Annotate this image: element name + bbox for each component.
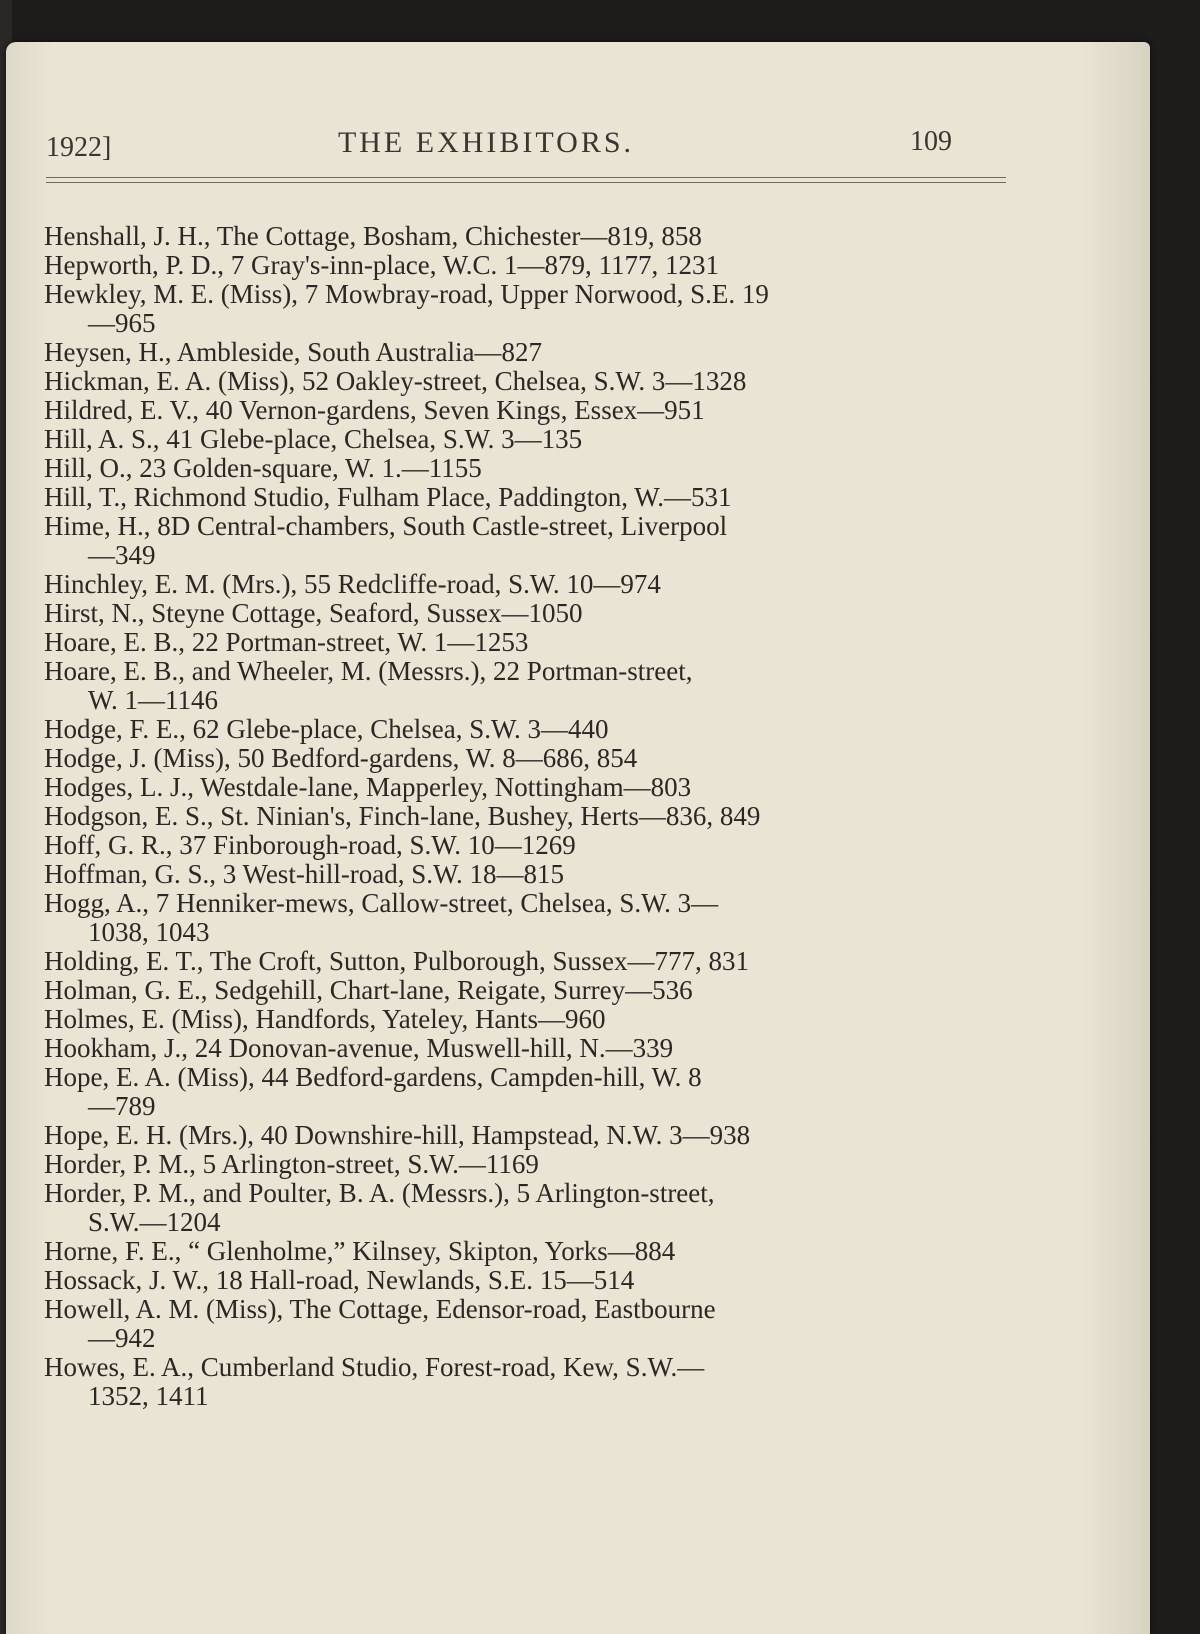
exhibitor-entry	[44, 1295, 1004, 1353]
entry-continuation-line: —942	[88, 1323, 156, 1353]
exhibitor-entry	[44, 715, 1004, 744]
entry-line: Hinchley, E. M. (Mrs.), 55 Redcliffe-road, S.W. 10—974	[44, 569, 661, 599]
entry-line: Hill, A. S., 41 Glebe-place, Chelsea, S.W. 3—135	[44, 424, 583, 454]
entry-line: Hogg, A., 7 Henniker-mews, Callow-street, Chelsea, S.W. 3—	[44, 888, 719, 918]
page-title: THE EXHIBITORS.	[337, 126, 635, 159]
entry-line: Hookham, J., 24 Donovan-avenue, Muswell-hill, N.—339	[44, 1033, 674, 1063]
exhibitor-entry	[44, 512, 1004, 570]
book-page	[6, 42, 1150, 1634]
entry-line: Hodges, L. J., Westdale-lane, Mapperley, Nottingham—803	[44, 772, 692, 802]
exhibitor-entry	[44, 744, 1004, 773]
exhibitor-entry	[44, 251, 1004, 280]
exhibitor-entry	[44, 570, 1004, 599]
exhibitor-entry	[44, 1237, 1004, 1266]
entry-line: Hepworth, P. D., 7 Gray's-inn-place, W.C. 1—879, 1177, 1231	[44, 250, 720, 280]
exhibitor-entry	[44, 396, 1004, 425]
exhibitor-entry	[44, 1005, 1004, 1034]
exhibitor-entry	[44, 425, 1004, 454]
entry-line: Hodge, F. E., 62 Glebe-place, Chelsea, S.W. 3—440	[44, 714, 609, 744]
entry-line: Hickman, E. A. (Miss), 52 Oakley-street, Chelsea, S.W. 3—1328	[44, 366, 747, 396]
entry-line: Hope, E. A. (Miss), 44 Bedford-gardens, Campden-hill, W. 8	[44, 1062, 702, 1092]
entry-line: Hoff, G. R., 37 Finborough-road, S.W. 10—1269	[44, 830, 576, 860]
entry-line: Henshall, J. H., The Cottage, Bosham, Chichester—819, 858	[44, 221, 702, 251]
exhibitor-entry	[44, 657, 1004, 715]
exhibitor-entry	[44, 773, 1004, 802]
exhibitor-entry	[44, 1034, 1004, 1063]
exhibitor-entry	[44, 1150, 1004, 1179]
exhibitor-entry	[44, 1353, 1004, 1411]
entry-line: Horne, F. E., “ Glenholme,” Kilnsey, Skipton, Yorks—884	[44, 1236, 676, 1266]
exhibitor-entry	[44, 338, 1004, 367]
entry-continuation-line: 1038, 1043	[88, 917, 210, 947]
entry-line: Hoare, E. B., and Wheeler, M. (Messrs.), 22 Portman-street,	[44, 656, 693, 686]
entry-continuation-line: —965	[88, 308, 156, 338]
header-year: 1922]	[46, 132, 112, 163]
exhibitor-entry	[44, 454, 1004, 483]
exhibitor-entry	[44, 1121, 1004, 1150]
entry-continuation-line: 1352, 1411	[88, 1381, 209, 1411]
entry-line: Heysen, H., Ambleside, South Australia—827	[44, 337, 542, 367]
entry-continuation-line: W. 1—1146	[88, 685, 219, 715]
exhibitor-entry	[44, 367, 1004, 396]
entry-line: Holding, E. T., The Croft, Sutton, Pulborough, Sussex—777, 831	[44, 946, 750, 976]
entry-line: Hildred, E. V., 40 Vernon-gardens, Seven Kings, Essex—951	[44, 395, 705, 425]
exhibitor-entry	[44, 889, 1004, 947]
exhibitor-entry	[44, 1179, 1004, 1237]
entry-line: Holmes, E. (Miss), Handfords, Yateley, Hants—960	[44, 1004, 606, 1034]
exhibitor-entry	[44, 802, 1004, 831]
entry-line: Howes, E. A., Cumberland Studio, Forest-road, Kew, S.W.—	[44, 1352, 705, 1382]
entry-continuation-line: —789	[88, 1091, 156, 1121]
entry-line: Howell, A. M. (Miss), The Cottage, Edensor-road, Eastbourne	[44, 1294, 716, 1324]
entry-line: Hoare, E. B., 22 Portman-street, W. 1—1253	[44, 627, 529, 657]
exhibitor-entry	[44, 1266, 1004, 1295]
exhibitor-entry	[44, 1063, 1004, 1121]
entry-line: Hill, O., 23 Golden-square, W. 1.—1155	[44, 453, 482, 483]
page-number: 109	[910, 126, 952, 157]
entry-line: Hodgson, E. S., St. Ninian's, Finch-lane, Bushey, Herts—836, 849	[44, 801, 761, 831]
running-header	[46, 126, 1046, 192]
exhibitor-entry	[44, 483, 1004, 512]
entry-line: Holman, G. E., Sedgehill, Chart-lane, Reigate, Surrey—536	[44, 975, 693, 1005]
entry-line: Horder, P. M., and Poulter, B. A. (Messrs.), 5 Arlington-street,	[44, 1178, 715, 1208]
exhibitor-entry	[44, 222, 1004, 251]
entry-line: Hope, E. H. (Mrs.), 40 Downshire-hill, Hampstead, N.W. 3—938	[44, 1120, 751, 1150]
entry-continuation-line: S.W.—1204	[88, 1207, 221, 1237]
header-rule	[46, 177, 1006, 183]
exhibitor-entry	[44, 831, 1004, 860]
exhibitor-entry	[44, 860, 1004, 889]
exhibitor-entry	[44, 599, 1004, 628]
exhibitor-entry	[44, 976, 1004, 1005]
entry-line: Hodge, J. (Miss), 50 Bedford-gardens, W. 8—686, 854	[44, 743, 638, 773]
entry-line: Hill, T., Richmond Studio, Fulham Place, Paddington, W.—531	[44, 482, 732, 512]
entry-line: Hoffman, G. S., 3 West-hill-road, S.W. 18—815	[44, 859, 565, 889]
entry-line: Hime, H., 8D Central-chambers, South Castle-street, Liverpool	[44, 511, 728, 541]
exhibitor-entry	[44, 947, 1004, 976]
entry-line: Hewkley, M. E. (Miss), 7 Mowbray-road, Upper Norwood, S.E. 19	[44, 279, 769, 309]
entry-line: Horder, P. M., 5 Arlington-street, S.W.—1169	[44, 1149, 539, 1179]
entry-continuation-line: —349	[88, 540, 156, 570]
entry-line: Hossack, J. W., 18 Hall-road, Newlands, S.E. 15—514	[44, 1265, 635, 1295]
exhibitor-entry	[44, 628, 1004, 657]
entry-line: Hirst, N., Steyne Cottage, Seaford, Sussex—1050	[44, 598, 583, 628]
exhibitor-list	[44, 222, 1004, 1411]
exhibitor-entry	[44, 280, 1004, 338]
